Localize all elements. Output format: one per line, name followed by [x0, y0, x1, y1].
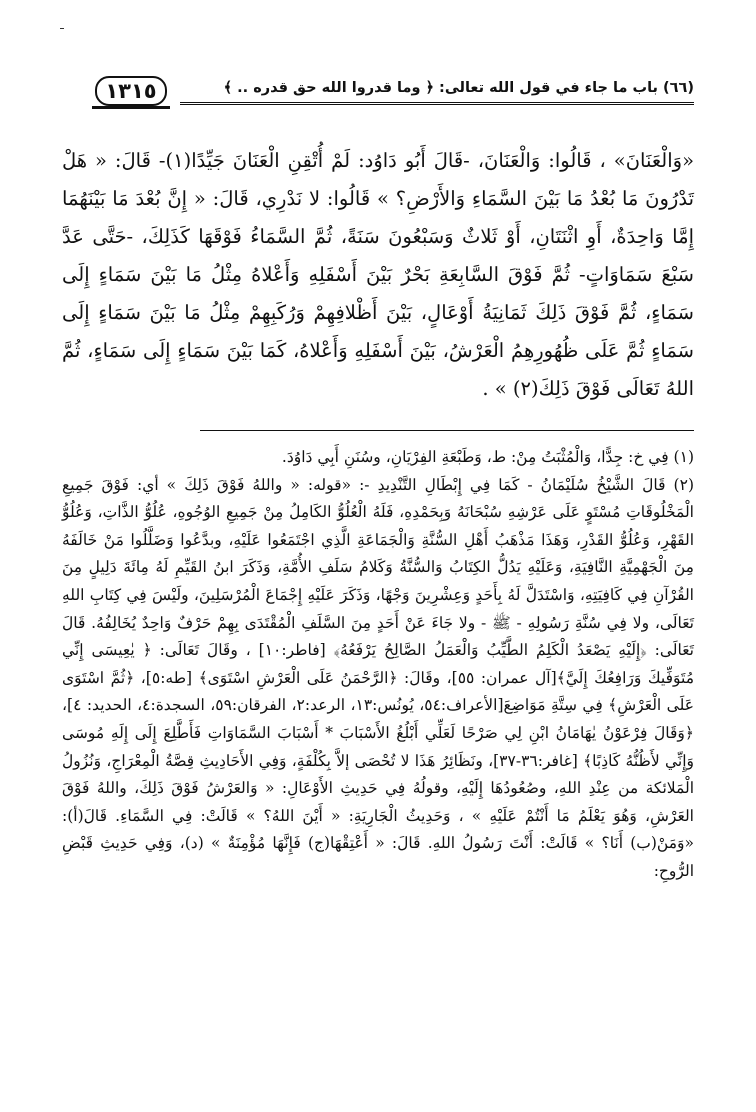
running-title: (٦٦) باب ما جاء في قول الله تعالى: ﴿ وما قدروا الله حق قدره .. ﴾ [180, 80, 694, 105]
scan-mark [60, 28, 64, 29]
footnote-2: (٢) قَالَ الشَّيْخُ سُلَيْمَانُ - كَمَا فِي إِبْطَالِ التَّنْدِيدِ -: «قوله: « واللهُ فَوْقَ ذَلِكَ » أي: فَوْقَ جَمِيعِ الْمَخْلُوقَاتِ مُسْتَوٍ عَلَى عَرْشِهِ سُبْحَانَهُ وَبِحَمْدِهِ، فَلَهُ الْعُلُوُّ الكَامِلُ مِنْ جَمِيعِ الوُجُوهِ، عُلُوُّ الذَّاتِ، وَعُلُوُّ القَهْرِ، وَعُلُوُّ القَدْرِ، وَهَذَا مَذْهَبُ أَهْلِ السُّنَّةِ وَالْجَمَاعَةِ الَّذِي اجْتَمَعُوا عَلَيْهِ، وبدَّعُوا وَضَلَّلُوا مَنْ خَالَفَهُ مِنَ الْجَهْمِيَّةِ النَّافِيَةِ، وَعَلَيْهِ يَدُلُّ الكِتَابُ وَالسُّنَّةُ وَكَلامُ سَلَفِ الأُمَّةِ، وَذَكَرَ ابنُ القَيِّمِ لَهُ مِائَةَ دَلِيلٍ مِنَ القُرْآنِ فِي كَافِيَتِهِ، وَاسْتَدَلَّ لَهُ بِأَحَدٍ وَعِشْرِينَ وَجْهًا، وَذَكَرَ عَلَيْهِ إِجْمَاعَ الْمُرْسَلِينَ، ولَيْسَ فِي كِتَابِ اللهِ تَعَالَى، ولا فِي سُنَّةِ رَسُولِهِ - ﷺ - ولا جَاءَ عَنْ أَحَدٍ مِنَ السَّلَفِ الْمُقْتَدَى بِهِمْ حَرْفٌ وَاحِدٌ يُخَالِفُهُ. قَالَ تَعَالَى: ﴿إِلَيْهِ يَصْعَدُ الْكَلِمُ الطَّيِّبُ وَالْعَمَلُ الصَّالِحُ يَرْفَعُهُ﴾ [فاطر:١٠] ، وقَالَ تَعَالَى: ﴿ يٰعِيسَى إِنِّي مُتَوَفِّيكَ وَرَافِعُكَ إِلَيَّ﴾[آل عمران: ٥٥]، وقَالَ: ﴿الرَّحْمَنُ عَلَى الْعَرْشِ اسْتَوَى﴾ [طه:٥]، ﴿ثُمَّ اسْتَوَى عَلَى الْعَرْشِ﴾ فِي سِتَّةِ مَوَاضِعَ[الأعراف:٥٤، يُونُس:١٣، الرعد:٢، الفرقان:٥٩، السجدة:٤، الحديد: ٤]، ﴿وَقَالَ فِرْعَوْنُ يٰهَامَانُ ابْنِ لِي صَرْحًا لَعَلِّي أَبْلُغُ الأَسْبَابَ * أَسْبَابَ السَّمَاوَاتِ فَأَطَّلِعَ إِلَى إِلَهِ مُوسَى وَإِنِّي لأَظُنُّهُ كَاذِبًا﴾ [غافر:٣٦-٣٧]، ونَظَائِرُ هَذَا لا تُحْصَى إلاَّ بِكُلْفَةٍ، وَفِي الأَحَادِيثِ قِصَّةُ الْمِعْرَاجِ، وَنُزُولُ الْمَلائكة من عِنْدِ اللهِ، وصُعُودُهَا إِلَيْهِ، وقولُهُ فِي حَدِيثِ الأَوْعَالِ: « وَالعَرْشُ فَوْقَ ذَلِكَ، واللهُ فَوْقَ العَرْشِ، وَهُوَ يَعْلَمُ مَا أَنْتُمْ عَلَيْهِ » ، وَحَدِيثُ الْجَارِيَةِ: « أَيْنَ اللهُ؟ » قَالَتْ: فِي السَّمَاءِ. قَالَ(أ): «وَمَنْ(ب) أَنَا؟ » قَالَتْ: أَنْتَ رَسُولُ اللهِ. قَالَ: « أَعْتِقْهَا(ج) فَإِنَّهَا مُؤْمِنَةٌ » (د)، وَفِي حَدِيثِ قَبْضِ الرُّوحِ: [62, 475, 694, 880]
main-text [62, 142, 694, 408]
main-paragraph: «وَالْعَنَانَ» ، قَالُوا: وَالْعَنَانَ، -قَالَ أَبُو دَاوُد: لَمْ أُتْقِنِ الْعَنَانَ جَيِّدًا(١)- قَالَ: « هَلْ تَدْرُونَ مَا بُعْدُ مَا بَيْنَ السَّمَاءِ وَالأَرْضِ؟ » قَالُوا: لا نَدْرِي، قَالَ: « إِنَّ بُعْدَ مَا بَيْنَهُمَا إِمَّا وَاحِدَةٌ، أَوِ اثْنَتَانِ، أَوْ ثَلاثٌ وَسَبْعُونَ سَنَةً، ثُمَّ السَّمَاءُ فَوْقَهَا كَذَلِكَ، -حَتَّى عَدَّ سَبْعَ سَمَاوَاتٍ- ثُمَّ فَوْقَ السَّابِعَةِ بَحْرٌ بَيْنَ أَسْفَلِهِ وَأَعْلاهُ مِثْلُ مَا بَيْنَ سَمَاءٍ إِلَى سَمَاءٍ، ثُمَّ فَوْقَ ذَلِكَ ثَمَانِيَةُ أَوْعَالٍ، بَيْنَ أَظْلافِهِمْ وَرُكَبِهِمْ مِثْلُ مَا بَيْنَ سَمَاءٍ إِلَى سَمَاءٍ ثُمَّ عَلَى ظُهُورِهِمُ الْعَرْشُ، بَيْنَ أَسْفَلِهِ وَأَعْلاهُ، كَمَا بَيْنَ سَمَاءٍ إِلَى سَمَاءٍ، ثُمَّ اللهُ تَعَالَى فَوْقَ ذَلِكَ(٢) » . [62, 149, 694, 400]
page-number: ١٣١٥ [95, 76, 166, 106]
footnotes [62, 444, 694, 886]
page-number-frame [92, 76, 170, 109]
page-header [92, 74, 694, 114]
footnote-1: (١) فِي خ: جِدًّا، وَالْمُثْبَتُ مِنْ: ط، وَطَبْعَةِ الفِرْيَانِ، وسُنَنِ أَبِي دَاوُدَ. [281, 448, 694, 466]
footnote-separator [200, 430, 694, 431]
